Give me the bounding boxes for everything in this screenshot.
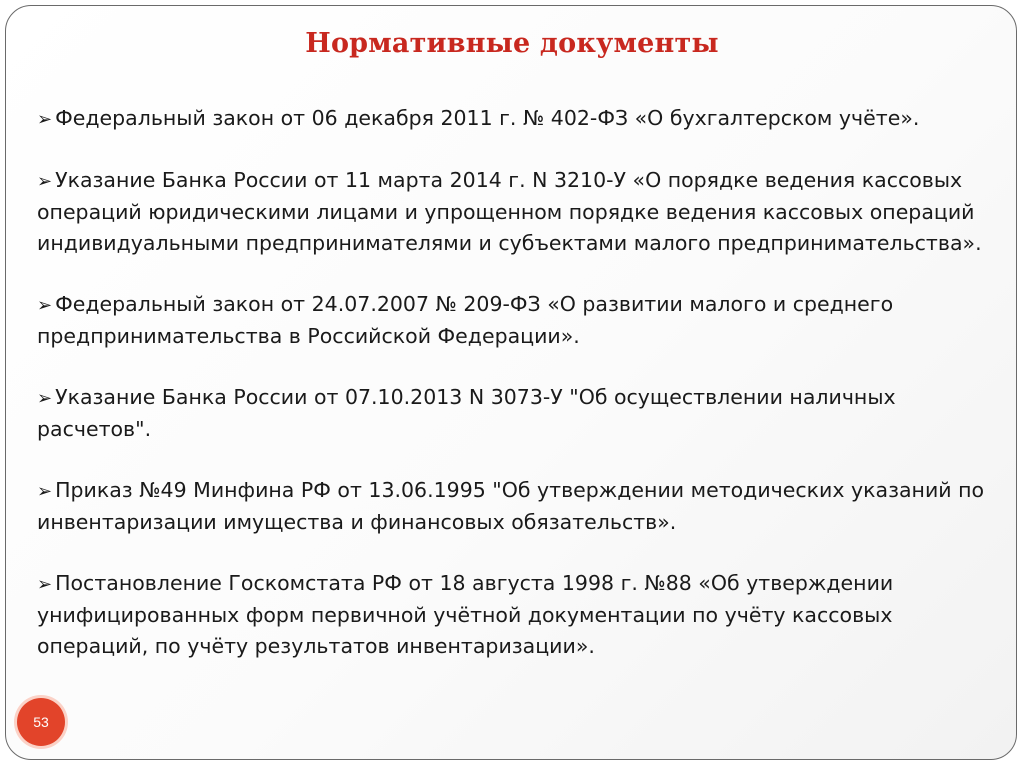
arrow-bullet-icon: ➢	[37, 481, 53, 502]
document-list	[37, 103, 997, 692]
list-item	[37, 103, 997, 135]
list-item	[37, 568, 997, 662]
list-item-text: Указание Банка России от 11 марта 2014 г. N 3210-У «О порядке ведения кассовых операций юридическими лицами и упрощенном порядке ведения кассовых операций индивидуальными предпринимателями и субъектами малого предпринимательства».	[37, 168, 982, 255]
list-item-text: Указание Банка России от 07.10.2013 N 3073-У "Об осуществлении наличных расчетов".	[37, 385, 896, 441]
list-item-text: Приказ №49 Минфина РФ от 13.06.1995 "Об утверждении методических указаний по инвентаризации имущества и финансовых обязательств».	[37, 478, 985, 534]
arrow-bullet-icon: ➢	[37, 109, 53, 130]
list-item-text: Федеральный закон от 24.07.2007 № 209-ФЗ «О развитии малого и среднего предпринимательства в Российской Федерации».	[37, 292, 894, 348]
list-item	[37, 289, 997, 352]
slide-title: Нормативные документы	[305, 28, 719, 59]
arrow-bullet-icon: ➢	[37, 388, 53, 409]
list-item	[37, 475, 997, 538]
list-item	[37, 165, 997, 259]
list-item-text: Постановление Госкомстата РФ от 18 августа 1998 г. №88 «Об утверждении унифицированных форм первичной учётной документации по учёту кассовых операций, по учёту результатов инвентаризации».	[37, 571, 894, 658]
arrow-bullet-icon: ➢	[37, 574, 53, 595]
list-item	[37, 382, 997, 445]
arrow-bullet-icon: ➢	[37, 295, 53, 316]
list-item-text: Федеральный закон от 06 декабря 2011 г. № 402-ФЗ «О бухгалтерском учёте».	[55, 106, 920, 130]
page-number-badge: 53	[17, 698, 65, 746]
arrow-bullet-icon: ➢	[37, 171, 53, 192]
